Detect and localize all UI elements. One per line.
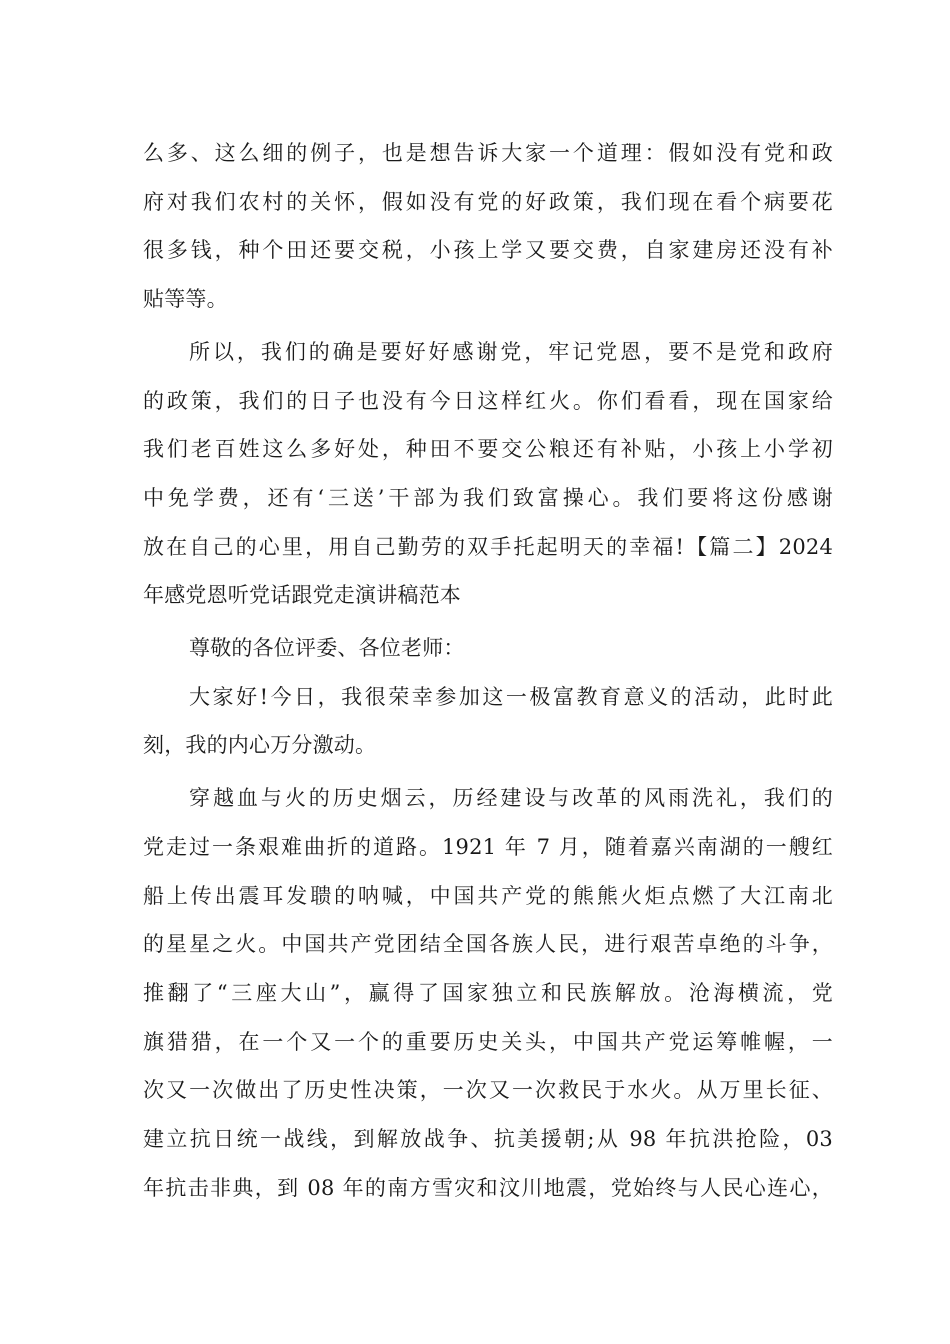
text-line: 的政策，我们的日子也没有今日这样红火。你们看看，现在国家给 — [143, 389, 833, 413]
text-line: 么多、这么细的例子，也是想告诉大家一个道理：假如没有党和政 — [143, 141, 833, 165]
text-line: 旗猎猎，在一个又一个的重要历史关头，中国共产党运筹帷幄，一 — [143, 1030, 833, 1054]
paragraph-first-line: 所以，我们的确是要好好感谢党，牢记党恩，要不是党和政府 — [189, 340, 833, 364]
text-line: 年感党恩听党话跟党走演讲稿范本 — [143, 583, 461, 607]
text-line: 推翻了“三座大山”，赢得了国家独立和民族解放。沧海横流，党 — [143, 981, 833, 1005]
text-line: 府对我们农村的关怀，假如没有党的好政策，我们现在看个病要花 — [143, 190, 833, 214]
paragraph-first-line: 穿越血与火的历史烟云，历经建设与改革的风雨洗礼，我们的 — [189, 786, 833, 810]
text-line: 中免学费，还有‘三送’干部为我们致富操心。我们要将这份感谢 — [143, 486, 833, 510]
text-line: 我们老百姓这么多好处，种田不要交公粮还有补贴，小孩上小学初 — [143, 437, 833, 461]
text-line: 很多钱，种个田还要交税，小孩上学又要交费，自家建房还没有补 — [143, 238, 833, 262]
text-line: 刻，我的内心万分激动。 — [143, 733, 377, 757]
text-line: 贴等等。 — [143, 287, 228, 311]
text-line: 次又一次做出了历史性决策，一次又一次救民于水火。从万里长征、 — [143, 1078, 833, 1102]
text-line: 年抗击非典，到 08 年的南方雪灾和汶川地震，党始终与人民心连心， — [143, 1176, 833, 1200]
text-line: 放在自己的心里，用自己勤劳的双手托起明天的幸福!【篇二】2024 — [143, 535, 833, 559]
text-line: 船上传出震耳发聩的呐喊，中国共产党的熊熊火炬点燃了大江南北 — [143, 884, 833, 908]
salutation: 尊敬的各位评委、各位老师： — [189, 636, 465, 660]
text-line: 建立抗日统一战线，到解放战争、抗美援朝;从 98 年抗洪抢险，03 — [143, 1127, 833, 1151]
paragraph-first-line: 大家好!今日，我很荣幸参加这一极富教育意义的活动，此时此 — [189, 685, 833, 709]
text-line: 党走过一条艰难曲折的道路。1921 年 7 月，随着嘉兴南湖的一艘红 — [143, 835, 833, 859]
text-line: 的星星之火。中国共产党团结全国各族人民，进行艰苦卓绝的斗争， — [143, 932, 833, 956]
